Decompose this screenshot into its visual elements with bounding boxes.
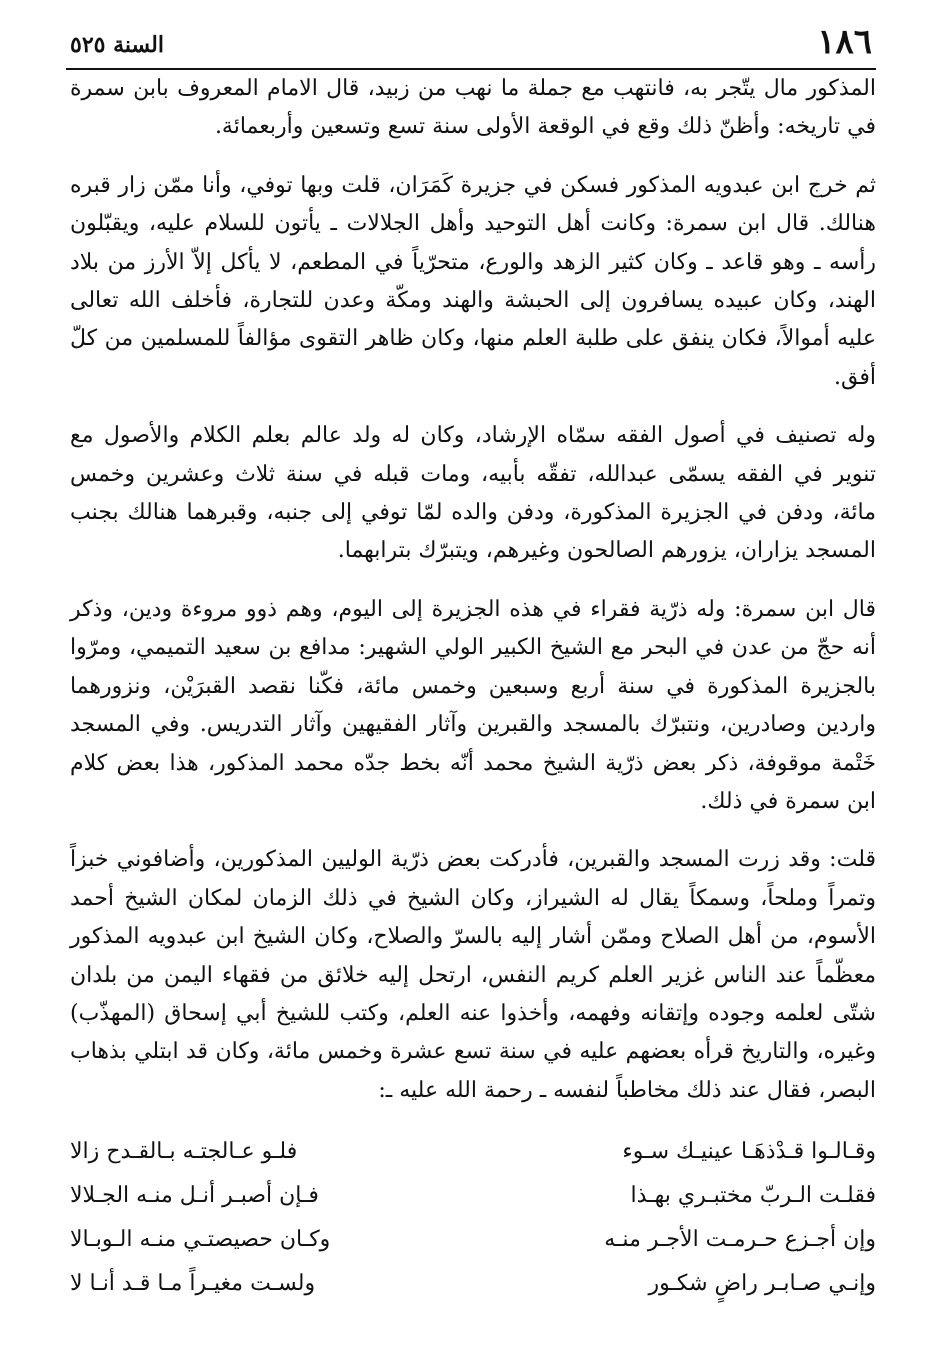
poem-verse xyxy=(70,1262,876,1306)
poem xyxy=(70,1130,876,1306)
paragraph: قلت: وقد زرت المسجد والقبرين، فأدركت بعض ذرّية الوليين المذكورين، وأضافوني خبزاً وتمراً وملحاً، وسمكاً يقال له الشيراز، وكان الشيخ في ذلك الزمان لمكان الشيخ أحمد الأسوم، من أهل الصلاح وممّن أشار إليه بالسرّ والصلاح، وكان الشيخ ابن عبدويه المذكور معظّماً عند الناس غزير العلم كريم النفس، ارتحل إليه خلائق من فقهاء اليمن من بلدان شتّى لعلمه وجوده وإتقانه وفهمه، وأخذوا عنه العلم، وكتب للشيخ أبي إسحاق (المهذّب) وغيره، والتاريخ قرأه بعضهم عليه في سنة تسع عشرة وخمس مائة، وكان قد ابتلي بذهاب البصر، فقال عند ذلك مخاطباً لنفسه ـ رحمة الله عليه ـ: xyxy=(70,847,876,1103)
verse-first-hemistich: وإنـي صـابـر راضٍ شكـور xyxy=(648,1271,876,1297)
verse-second-hemistich: فـإن أصبـر أنـل منـه الجـلالا xyxy=(70,1183,319,1209)
page-body xyxy=(70,70,876,1306)
verse-first-hemistich: وقـالـوا قـدْذهَـا عينيـك سـوء xyxy=(622,1139,876,1165)
verse-second-hemistich: وكـان حصيصتـي منـه الـوبـالا xyxy=(70,1227,331,1253)
poem-verse xyxy=(70,1174,876,1218)
poem-verse xyxy=(70,1218,876,1262)
paragraph: المذكور مال يتّجر به، فانتهب مع جملة ما نهب من زبيد، قال الامام المعروف بابن سمرة في تاريخه: وأظنّ ذلك وقع في الوقعة الأولى سنة تسع وتسعين وأربعمائة. xyxy=(70,76,876,140)
poem-verse xyxy=(70,1130,876,1174)
page-header xyxy=(66,22,876,70)
year-label: السنة ٥٢٥ xyxy=(70,32,164,58)
verse-second-hemistich: ولسـت مغيـراً مـا قـد أنـا لا xyxy=(70,1271,316,1297)
verse-second-hemistich: فلـو عـالجتـه بـالقـدح زالا xyxy=(70,1139,298,1165)
page-number: ١٨٦ xyxy=(817,22,872,62)
paragraph: ثم خرج ابن عبدويه المذكور فسكن في جزيرة كَمَرَان، قلت وبها توفي، وأنا ممّن زار قبره هنالك. قال ابن سمرة: وكانت أهل التوحيد وأهل الجلالات ـ يأتون للسلام عليه، ويقبّلون رأسه ـ وهو قاعد ـ وكان كثير الزهد والورع، متحرّياً في المطعم، لا يأكل إلاّ الأرز من بلاد الهند، وكان عبيده يسافرون إلى الحبشة والهند ومكّة وعدن للتجارة، فأخلف الله تعالى عليه أموالاً، فكان ينفق على طلبة العلم منها، وكان ظاهر التقوى مؤالفاً للمسلمين من كلّ أفق. xyxy=(70,172,876,390)
verse-first-hemistich: وإن أجـزع حـرمـت الأجـر منـه xyxy=(604,1227,876,1253)
verse-first-hemistich: فقلـت الـربّ مختبـري بهـذا xyxy=(630,1183,876,1209)
paragraph: قال ابن سمرة: وله ذرّية فقراء في هذه الجزيرة إلى اليوم، وهم ذوو مروءة ودين، وذكر أنه حجّ من عدن في البحر مع الشيخ الكبير الولي الشهير: مدافع بن سعيد التميمي، ومرّوا بالجزيرة المذكورة في سنة أربع وسبعين وخمس مائة، فكّنا نقصد القبرَيْن، ونزورهما واردين وصادرين، ونتبرّك بالمسجد والقبرين وآثار الفقيهين وآثار التدريس. وفي المسجد خَتْمة موقوفة، ذكر بعض ذرّية الشيخ محمد أنّه بخط جدّه محمد المذكور، هذا بعض كلام ابن سمرة في ذلك. xyxy=(70,596,876,814)
paragraph: وله تصنيف في أصول الفقه سمّاه الإرشاد، وكان له ولد عالم بعلم الكلام والأصول مع تنوير في الفقه يسمّى عبدالله، تفقّه بأبيه، ومات قبله في سنة ثلاث وعشرين وخمس مائة، ودفن في الجزيرة المذكورة، ودفن والده لمّا توفي إلى جنبه، وقبرهما هنالك بجنب المسجد يزاران، يزورهم الصالحون وغيرهم، ويتبرّك بترابهما. xyxy=(70,423,877,564)
